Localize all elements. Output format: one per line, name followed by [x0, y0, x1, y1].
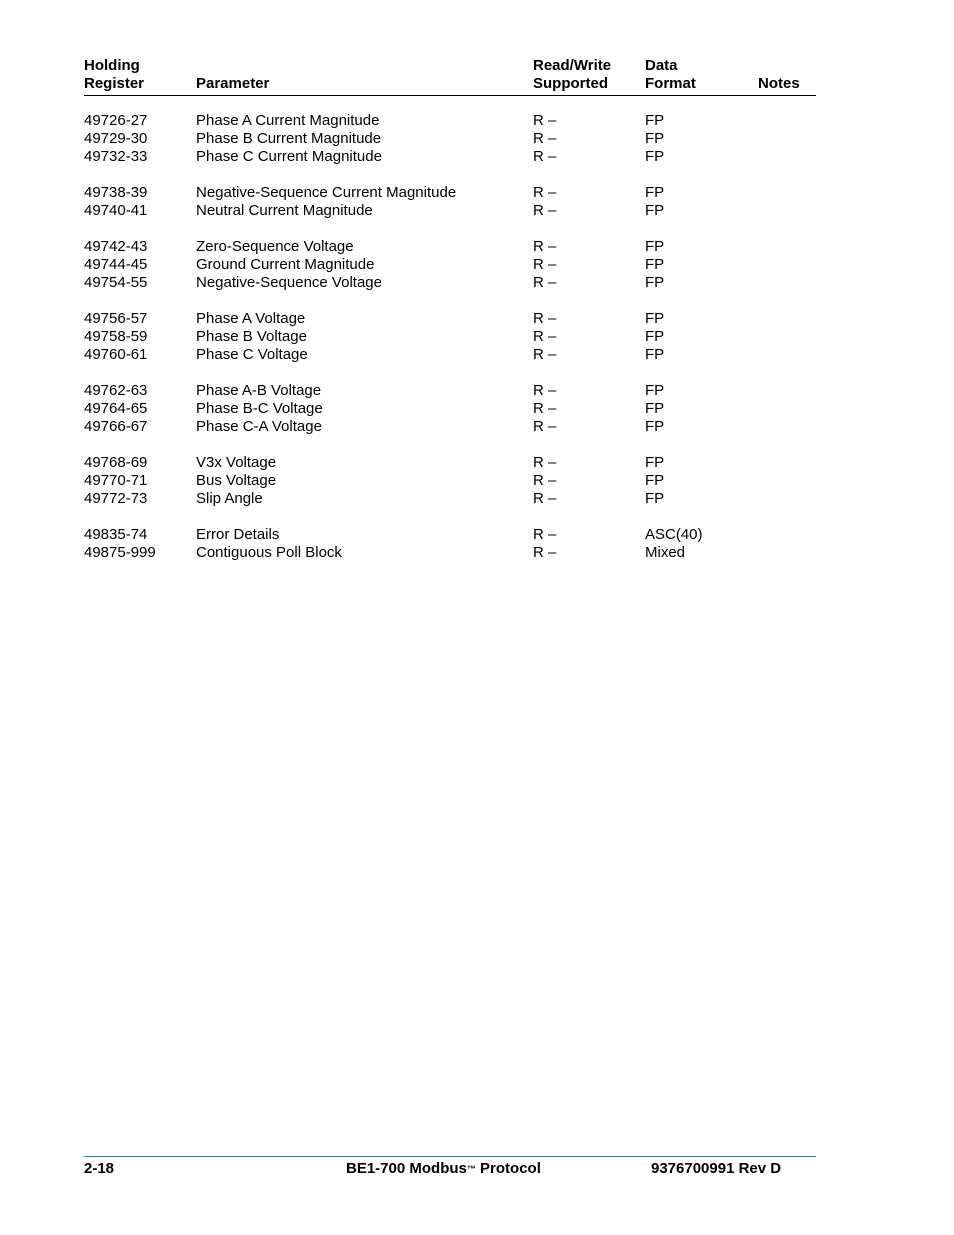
register-cell: 49729-30	[84, 130, 148, 147]
register-cell: 49768-69	[84, 454, 148, 471]
table-row	[84, 526, 816, 544]
data-format-cell: FP	[645, 328, 665, 345]
read-write-cell: R –	[533, 238, 557, 255]
data-format-cell: FP	[645, 148, 665, 165]
register-table-body	[84, 112, 816, 562]
register-cell: 49760-61	[84, 346, 148, 363]
table-row	[84, 274, 816, 292]
parameter-cell: V3x Voltage	[196, 454, 277, 471]
header-parameter	[196, 75, 269, 93]
table-row	[84, 490, 816, 508]
read-write-cell: R –	[533, 454, 557, 471]
parameter-cell: Contiguous Poll Block	[196, 544, 342, 561]
parameter-cell: Phase A Current Magnitude	[196, 112, 380, 129]
parameter-cell: Phase B Current Magnitude	[196, 130, 382, 147]
parameter-cell: Phase B-C Voltage	[196, 400, 323, 417]
read-write-cell: R –	[533, 256, 557, 273]
read-write-cell: R –	[533, 130, 557, 147]
footer-title-text: BE1-700 Modbus	[346, 1160, 467, 1177]
read-write-cell: R –	[533, 490, 557, 507]
register-cell: 49754-55	[84, 274, 148, 291]
register-cell: 49742-43	[84, 238, 148, 255]
table-row	[84, 256, 816, 274]
header-parameter-line1: Parameter	[196, 75, 270, 92]
table-row	[84, 544, 816, 562]
header-notes	[758, 75, 800, 93]
header-data-format	[645, 57, 696, 93]
register-cell: 49772-73	[84, 490, 148, 507]
register-cell: 49732-33	[84, 148, 148, 165]
read-write-cell: R –	[533, 400, 557, 417]
read-write-cell: R –	[533, 202, 557, 219]
data-format-cell: FP	[645, 202, 665, 219]
data-format-cell: FP	[645, 238, 665, 255]
data-format-cell: FP	[645, 346, 665, 363]
data-format-cell: FP	[645, 400, 665, 417]
table-row	[84, 112, 816, 130]
data-format-cell: FP	[645, 310, 665, 327]
table-row	[84, 310, 816, 328]
footer-rule	[84, 1156, 816, 1157]
register-cell: 49835-74	[84, 526, 148, 543]
parameter-cell: Phase A Voltage	[196, 310, 306, 327]
parameter-cell: Zero-Sequence Voltage	[196, 238, 354, 255]
read-write-cell: R –	[533, 310, 557, 327]
read-write-cell: R –	[533, 346, 557, 363]
trademark-symbol: ™	[466, 1164, 476, 1174]
header-read-write	[533, 57, 611, 93]
register-cell: 49764-65	[84, 400, 148, 417]
register-cell: 49758-59	[84, 328, 148, 345]
header-rw-line2: Supported	[533, 75, 608, 92]
register-cell: 49770-71	[84, 472, 148, 489]
footer-title-suffix: Protocol	[475, 1160, 541, 1177]
read-write-cell: R –	[533, 526, 557, 543]
parameter-cell: Error Details	[196, 526, 280, 543]
data-format-cell: FP	[645, 274, 665, 291]
header-notes-line1: Notes	[758, 75, 800, 92]
table-row	[84, 130, 816, 148]
table-row	[84, 382, 816, 400]
table-row	[84, 148, 816, 166]
table-row	[84, 472, 816, 490]
data-format-cell: FP	[645, 112, 665, 129]
footer-document-title	[346, 1160, 541, 1178]
read-write-cell: R –	[533, 148, 557, 165]
read-write-cell: R –	[533, 328, 557, 345]
data-format-cell: FP	[645, 418, 665, 435]
data-format-cell: FP	[645, 256, 665, 273]
header-register-line1: Holding	[84, 57, 140, 74]
header-rw-line1: Read/Write	[533, 57, 612, 74]
table-row	[84, 202, 816, 220]
data-format-cell: FP	[645, 184, 665, 201]
table-header	[84, 57, 816, 96]
table-row	[84, 418, 816, 436]
register-cell: 49726-27	[84, 112, 148, 129]
footer-doc-number: 9376700991 Rev D	[651, 1160, 782, 1177]
register-cell: 49738-39	[84, 184, 148, 201]
parameter-cell: Phase C Voltage	[196, 346, 308, 363]
header-register-line2: Register	[84, 75, 145, 92]
header-format-line1: Data	[645, 57, 678, 74]
header-format-line2: Format	[645, 75, 696, 92]
data-format-cell: FP	[645, 490, 665, 507]
table-row	[84, 454, 816, 472]
data-format-cell: FP	[645, 382, 665, 399]
table-row	[84, 346, 816, 364]
parameter-cell: Neutral Current Magnitude	[196, 202, 373, 219]
data-format-cell: FP	[645, 472, 665, 489]
read-write-cell: R –	[533, 544, 557, 561]
table-row	[84, 184, 816, 202]
parameter-cell: Ground Current Magnitude	[196, 256, 375, 273]
read-write-cell: R –	[533, 382, 557, 399]
parameter-cell: Slip Angle	[196, 490, 263, 507]
read-write-cell: R –	[533, 274, 557, 291]
table-row	[84, 400, 816, 418]
parameter-cell: Bus Voltage	[196, 472, 277, 489]
read-write-cell: R –	[533, 472, 557, 489]
parameter-cell: Phase B Voltage	[196, 328, 307, 345]
header-holding-register	[84, 57, 144, 93]
table-row	[84, 328, 816, 346]
parameter-cell: Phase C Current Magnitude	[196, 148, 382, 165]
register-cell: 49744-45	[84, 256, 148, 273]
register-cell: 49766-67	[84, 418, 148, 435]
read-write-cell: R –	[533, 418, 557, 435]
table-row	[84, 238, 816, 256]
register-cell: 49762-63	[84, 382, 148, 399]
data-format-cell: ASC(40)	[645, 526, 703, 543]
read-write-cell: R –	[533, 184, 557, 201]
parameter-cell: Phase A-B Voltage	[196, 382, 322, 399]
register-cell: 49756-57	[84, 310, 148, 327]
data-format-cell: Mixed	[645, 544, 686, 561]
register-cell: 49875-999	[84, 544, 156, 561]
footer-page-number: 2-18	[84, 1160, 115, 1177]
read-write-cell: R –	[533, 112, 557, 129]
register-cell: 49740-41	[84, 202, 148, 219]
parameter-cell: Negative-Sequence Voltage	[196, 274, 382, 291]
data-format-cell: FP	[645, 454, 665, 471]
parameter-cell: Negative-Sequence Current Magnitude	[196, 184, 457, 201]
data-format-cell: FP	[645, 130, 665, 147]
parameter-cell: Phase C-A Voltage	[196, 418, 322, 435]
